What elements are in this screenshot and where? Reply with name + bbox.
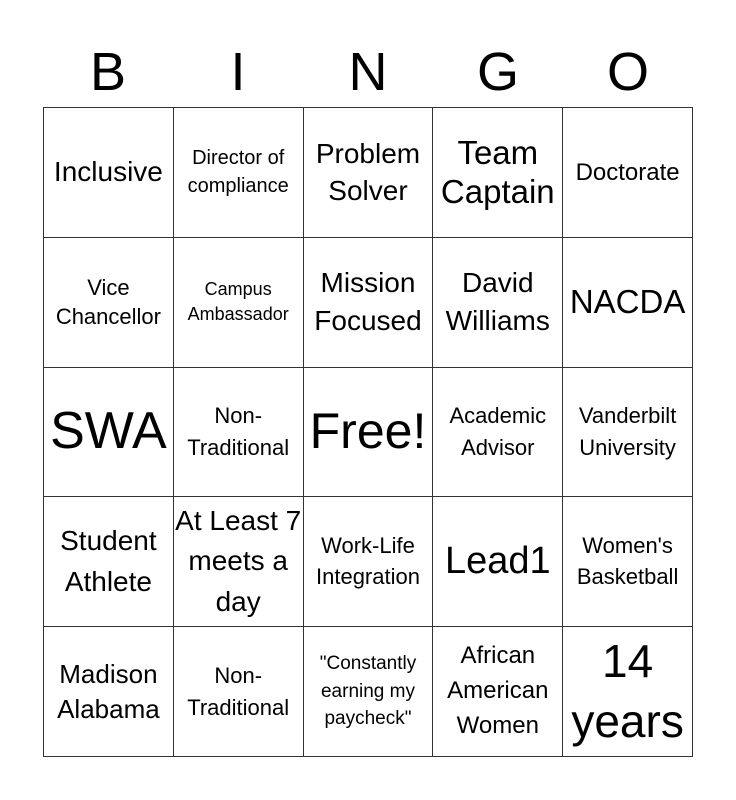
bingo-cell[interactable] — [563, 627, 693, 757]
bingo-cell[interactable] — [44, 627, 174, 757]
bingo-cell[interactable] — [174, 108, 304, 238]
bingo-cell-text: "Constantly earning my paycheck" — [319, 653, 417, 730]
bingo-cell-text: Vice Chancellor — [55, 274, 161, 330]
bingo-cell[interactable] — [44, 108, 174, 238]
bingo-cell[interactable] — [174, 497, 304, 627]
bingo-cell-text: At Least 7 meets a day — [175, 504, 302, 618]
bingo-cell[interactable] — [304, 627, 434, 757]
bingo-cell-text: Work-Life Integration — [316, 532, 420, 589]
bingo-cell-text: Women's Basketball — [576, 532, 679, 589]
bingo-cell[interactable] — [174, 627, 304, 757]
bingo-cell[interactable] — [304, 108, 434, 238]
bingo-cell[interactable] — [304, 368, 434, 498]
bingo-cell-text: Free! — [309, 403, 427, 460]
bingo-cell[interactable] — [304, 238, 434, 368]
bingo-cell[interactable] — [304, 497, 434, 627]
bingo-cell[interactable] — [433, 627, 563, 757]
bingo-cell-text: Mission Focused — [314, 267, 422, 337]
header-letter-b: B — [89, 42, 127, 102]
header-letter-o: O — [606, 42, 649, 102]
bingo-card-grid — [43, 107, 693, 757]
bingo-cell[interactable] — [174, 238, 304, 368]
bingo-cell[interactable] — [44, 238, 174, 368]
bingo-cell-text: 14 years — [571, 634, 684, 747]
bingo-cell-text: Doctorate — [575, 158, 680, 186]
bingo-cell[interactable] — [433, 108, 563, 238]
bingo-cell-text: Lead1 — [444, 539, 551, 582]
bingo-cell-text: Team Captain — [440, 133, 555, 211]
bingo-cell[interactable] — [433, 238, 563, 368]
bingo-cell-text: Non-Traditional — [187, 403, 290, 460]
bingo-cell-text: Campus Ambassador — [187, 279, 289, 325]
bingo-cell[interactable] — [433, 368, 563, 498]
header-letter-i: I — [230, 42, 246, 102]
bingo-cell-text: NACDA — [569, 283, 686, 321]
bingo-header — [43, 40, 693, 104]
bingo-cell[interactable] — [174, 368, 304, 498]
bingo-cell[interactable] — [563, 497, 693, 627]
bingo-cell[interactable] — [433, 497, 563, 627]
header-letter-g: G — [476, 42, 519, 102]
bingo-cell[interactable] — [44, 497, 174, 627]
bingo-cell-text: Academic Advisor — [449, 403, 547, 460]
bingo-cell[interactable] — [563, 108, 693, 238]
bingo-cell[interactable] — [44, 368, 174, 498]
bingo-cell-text: Vanderbilt University — [578, 403, 677, 460]
bingo-cell-text: David Williams — [445, 267, 550, 337]
bingo-cell-text: African American Women — [447, 642, 549, 739]
header-letter-n: N — [348, 42, 388, 102]
bingo-cell-text: Non-Traditional — [187, 662, 290, 720]
bingo-cell-text: Director of compliance — [187, 147, 289, 198]
bingo-cell[interactable] — [563, 238, 693, 368]
bingo-cell-text: SWA — [50, 402, 167, 461]
bingo-cell-text: Problem Solver — [315, 137, 421, 207]
bingo-cell-text: Inclusive — [53, 156, 163, 188]
bingo-cell-text: Madison Alabama — [57, 658, 160, 724]
bingo-cell[interactable] — [563, 368, 693, 498]
bingo-cell-text: Student Athlete — [60, 525, 157, 597]
